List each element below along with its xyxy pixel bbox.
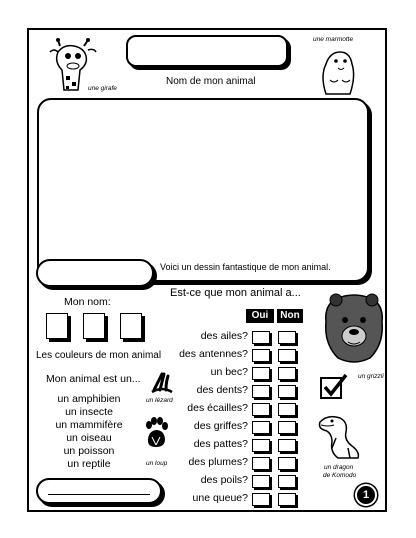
drawing-title-field[interactable] bbox=[36, 259, 154, 287]
option-insect: un insecte bbox=[65, 406, 113, 418]
marmot-caption: une marmotte bbox=[313, 36, 354, 43]
yes-checkbox-wings[interactable] bbox=[252, 331, 270, 344]
question-tail: une queue? bbox=[192, 492, 248, 504]
no-checkbox-scales[interactable] bbox=[278, 403, 296, 416]
colors-label: Les couleurs de mon animal bbox=[36, 350, 162, 361]
komodo-dragon-icon bbox=[318, 412, 364, 460]
no-checkbox-tail[interactable] bbox=[278, 493, 296, 506]
yes-checkbox-antennae[interactable] bbox=[252, 349, 270, 362]
color-square-2[interactable] bbox=[83, 313, 105, 339]
drawing-caption: Voici un dessin fantastique de mon animal. bbox=[160, 262, 331, 272]
grizzly-icon bbox=[322, 292, 386, 364]
yes-header: Oui bbox=[246, 309, 274, 323]
yes-checkbox-legs[interactable] bbox=[252, 439, 270, 452]
no-checkbox-legs[interactable] bbox=[278, 439, 296, 452]
question-wings: des ailes? bbox=[200, 330, 248, 342]
question-scales: des écailles? bbox=[187, 402, 248, 414]
question-beak: un bec? bbox=[210, 366, 248, 378]
drawing-area[interactable] bbox=[37, 98, 369, 282]
my-name-label: Mon nom: bbox=[64, 296, 111, 308]
lizard-caption: un lézard bbox=[146, 397, 173, 404]
option-bird: un oiseau bbox=[66, 432, 112, 444]
yes-checkbox-claws[interactable] bbox=[252, 421, 270, 434]
yes-checkbox-hair[interactable] bbox=[252, 475, 270, 488]
question-claws: des griffes? bbox=[193, 420, 248, 432]
color-square-1[interactable] bbox=[46, 313, 68, 339]
no-checkbox-hair[interactable] bbox=[278, 475, 296, 488]
option-mammal: un mammifère bbox=[55, 419, 123, 431]
yes-checkbox-beak[interactable] bbox=[252, 367, 270, 380]
yes-checkbox-tail[interactable] bbox=[252, 493, 270, 506]
page-number: 1 bbox=[362, 489, 370, 501]
question-title: Est-ce que mon animal a... bbox=[170, 287, 301, 299]
question-antennae: des antennes? bbox=[179, 348, 248, 360]
no-checkbox-antennae[interactable] bbox=[278, 349, 296, 362]
dragon-caption-line-1: un dragon bbox=[324, 464, 354, 471]
option-amphibian: un amphibien bbox=[57, 393, 121, 405]
no-checkbox-wings[interactable] bbox=[278, 331, 296, 344]
animal-name-label: Nom de mon animal bbox=[166, 76, 256, 87]
grizzly-caption: un grizzli bbox=[358, 373, 384, 380]
is-a-label: Mon animal est un... bbox=[46, 373, 141, 385]
no-checkbox-claws[interactable] bbox=[278, 421, 296, 434]
option-reptile: un reptile bbox=[67, 458, 111, 470]
checkmark-icon bbox=[320, 375, 348, 399]
yes-checkbox-teeth[interactable] bbox=[252, 385, 270, 398]
question-teeth: des dents? bbox=[196, 384, 248, 396]
page-number-badge bbox=[355, 484, 377, 506]
wolf-caption: un loup bbox=[146, 460, 168, 467]
marmot-icon bbox=[312, 46, 362, 96]
animal-name-field[interactable] bbox=[126, 35, 288, 67]
giraffe-caption: une girafe bbox=[88, 85, 117, 92]
question-feathers: des plumes? bbox=[188, 456, 248, 468]
dragon-caption-line-2: de Komodo bbox=[323, 472, 357, 479]
question-legs: des pattes? bbox=[193, 438, 248, 450]
yes-checkbox-scales[interactable] bbox=[252, 403, 270, 416]
question-hair: des poils? bbox=[200, 474, 248, 486]
no-header: Non bbox=[277, 309, 303, 323]
no-checkbox-feathers[interactable] bbox=[278, 457, 296, 470]
option-fish: un poisson bbox=[63, 445, 115, 457]
no-checkbox-beak[interactable] bbox=[278, 367, 296, 380]
yes-checkbox-feathers[interactable] bbox=[252, 457, 270, 470]
no-checkbox-teeth[interactable] bbox=[278, 385, 296, 398]
